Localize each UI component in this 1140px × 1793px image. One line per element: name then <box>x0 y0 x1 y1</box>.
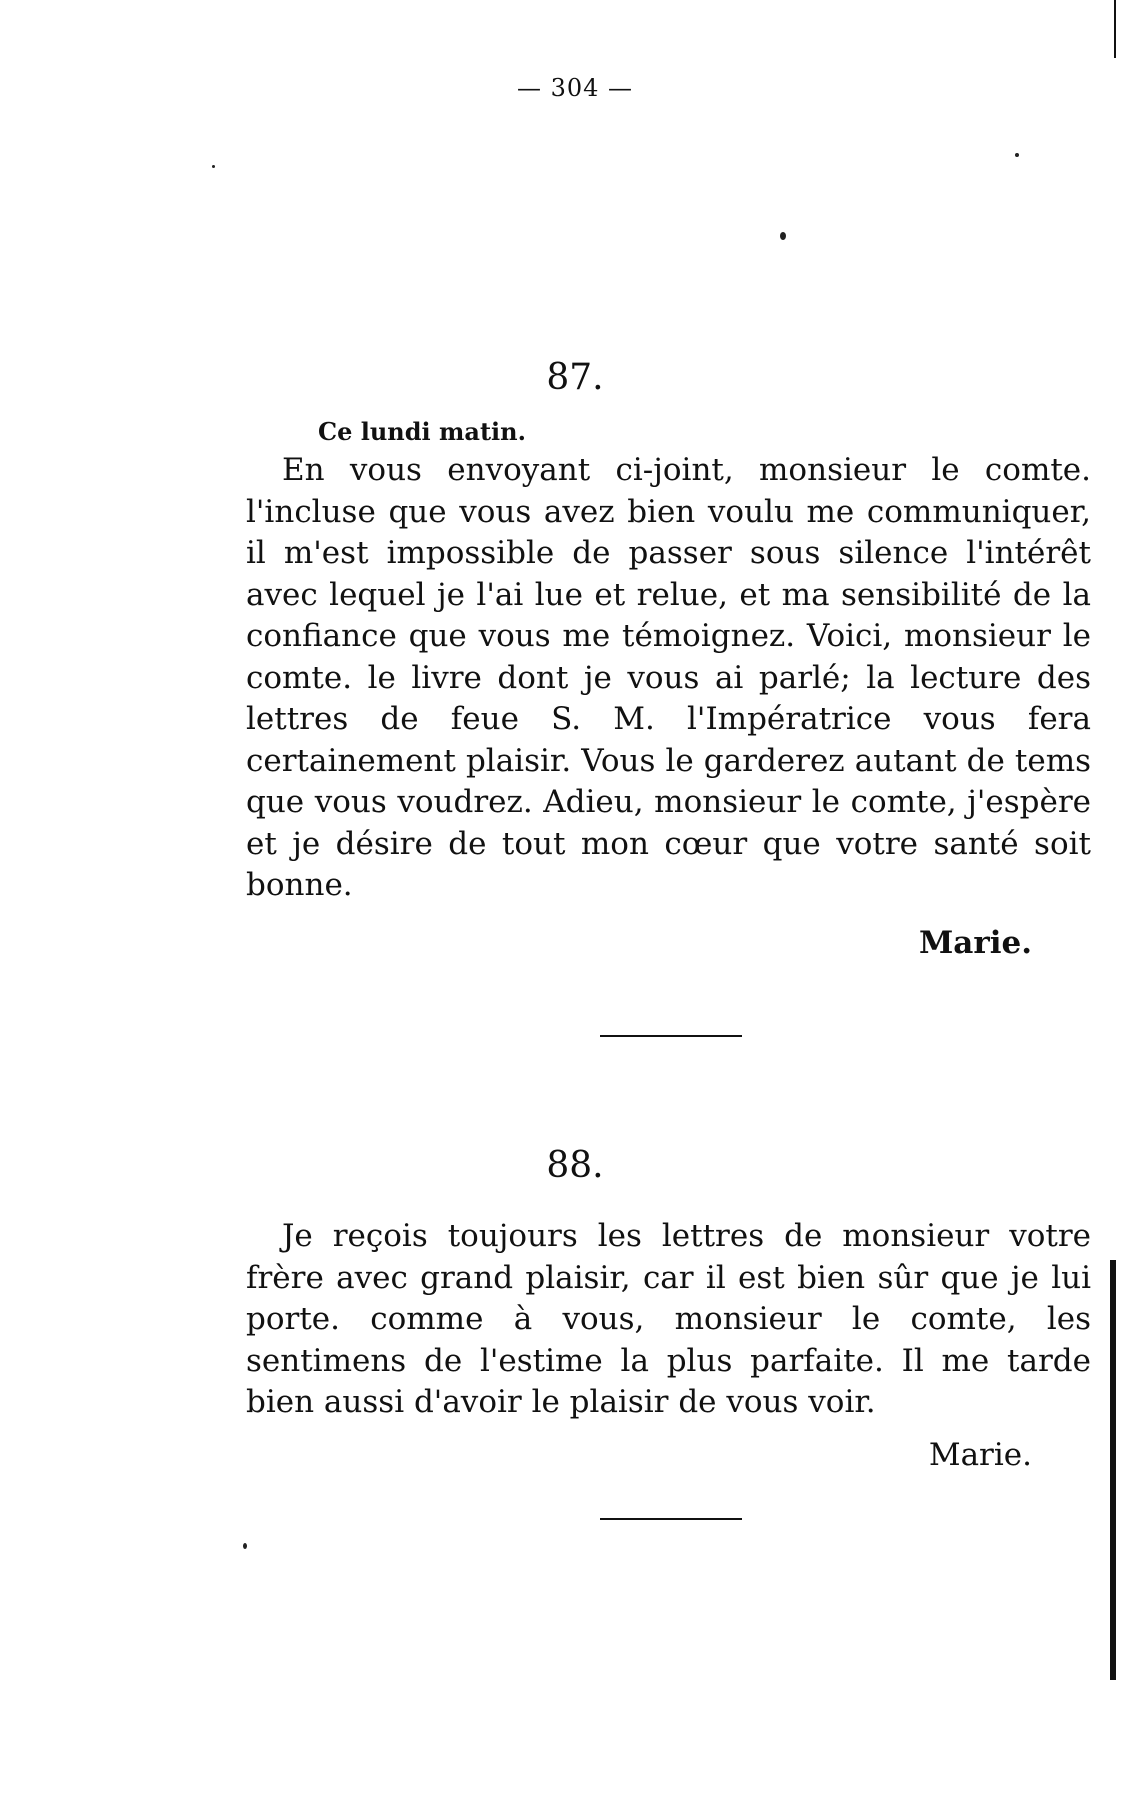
letter-87-signature: Marie. <box>918 925 1032 961</box>
page-number: — 304 — <box>516 74 634 102</box>
ink-speck <box>1015 153 1019 157</box>
letter-87-body <box>246 450 1091 907</box>
ink-speck <box>243 1543 247 1549</box>
ink-speck <box>212 165 215 168</box>
letter-dateline: Ce lundi matin. <box>318 417 526 446</box>
ink-speck <box>780 232 786 240</box>
letter-88-paragraph: Je reçois toujours les lettres de monsieur votre frère avec grand plaisir, car il est bien sûr que je lui porte. comme à vous, monsieur le comte, les sentimens de l'estime la plus parfaite. Il me tarde bien aussi d'avoir le plaisir de vous voir. <box>246 1218 1091 1420</box>
letter-87-paragraph: En vous envoyant ci-joint, monsieur le comte. l'incluse que vous avez bien voulu me communiquer, il m'est impossible de passer sous silence l'intérêt avec lequel je l'ai lue et relue, et ma sensibilité de la confiance que vous me témoignez. Voici, monsieur le comte. le livre dont je vous ai parlé; la lecture des lettres de feue S. M. l'Impératrice vous fera certainement plaisir. Vous le garderez autant de tems que vous voudrez. Adieu, monsieur le comte, j'espère et je désire de tout mon cœur que votre santé soit bonne. <box>246 452 1091 903</box>
letter-number-88: 88. <box>546 1145 604 1186</box>
margin-rule <box>1114 0 1116 58</box>
letter-88-signature: Marie. <box>928 1437 1032 1473</box>
letter-number-87: 87. <box>546 357 604 398</box>
margin-rule <box>1110 1260 1116 1680</box>
letter-88-body <box>246 1216 1091 1424</box>
section-separator <box>600 1518 742 1520</box>
section-separator <box>600 1035 742 1037</box>
